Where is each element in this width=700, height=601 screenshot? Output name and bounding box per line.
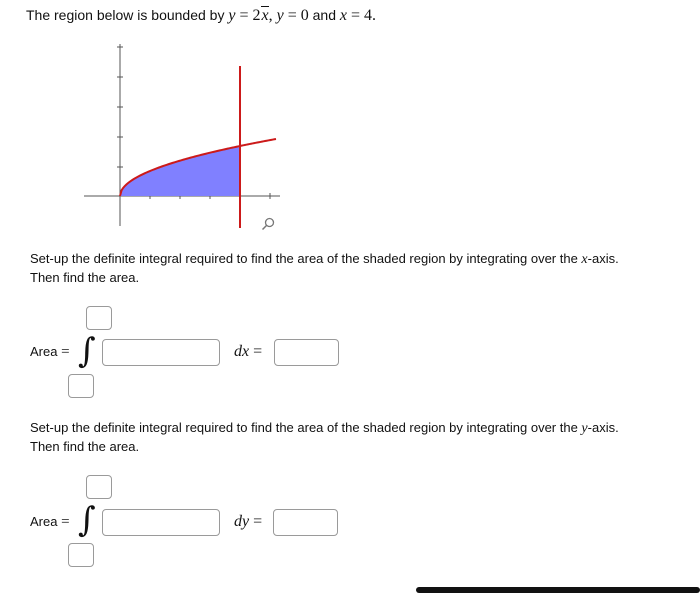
integrand-input-y[interactable] (102, 509, 220, 536)
intro-and: and (308, 7, 340, 23)
integral-sign-y: ∫ (78, 500, 96, 540)
horizontal-scrollbar[interactable] (416, 587, 700, 593)
problem-statement (26, 6, 376, 25)
differential-dy (234, 513, 262, 531)
eq1-mid: = 2 (235, 7, 261, 24)
shaded-region (120, 146, 240, 196)
prompt-x-line2: Then find the area. (30, 270, 140, 285)
prompt-x-axis (30, 250, 695, 287)
area-text-y: Area (30, 514, 58, 529)
dx-eq: = (249, 343, 263, 360)
magnifier-icon[interactable] (261, 217, 275, 231)
prompt-y-text: Set-up the definite integral required to find the area of the shaded region by integrating over the (30, 420, 582, 435)
integral-sign-x: ∫ (78, 331, 96, 371)
prompt-y-axis (30, 419, 695, 456)
prompt-x-after: -axis. (587, 251, 619, 266)
dy-text: dy (234, 513, 250, 530)
lower-limit-input-x[interactable] (68, 374, 94, 398)
prompt-x-var: x (581, 252, 588, 267)
eq3-var: x (339, 7, 347, 24)
prompt-y-line2: Then find the area. (30, 439, 140, 454)
area-text-x: Area (30, 344, 58, 359)
area-eq-x: = (61, 344, 70, 360)
dx-text: dx (234, 343, 250, 360)
eq2-var: y (276, 7, 284, 24)
lower-limit-input-y[interactable] (68, 543, 94, 567)
eq2-rest: = 0 (283, 7, 309, 24)
area-result-input-y[interactable] (273, 509, 338, 536)
intro-prefix: The region below is bounded by (26, 7, 229, 23)
sqrt-radical (261, 6, 269, 24)
region-graph (80, 36, 280, 236)
dy-eq: = (249, 513, 263, 530)
sep1: , (268, 7, 277, 24)
eq3-rest: = 4. (347, 7, 377, 24)
prompt-y-var: y (581, 421, 588, 436)
area-label-y (30, 514, 70, 530)
area-label-x (30, 344, 70, 360)
area-result-input-x[interactable] (274, 339, 339, 366)
area-eq-y: = (61, 514, 70, 530)
prompt-y-after: -axis. (587, 420, 619, 435)
eq1-lhs: y (228, 7, 236, 24)
upper-limit-input-y[interactable] (86, 475, 112, 499)
eq1-radicand: x (261, 7, 269, 24)
prompt-x-text: Set-up the definite integral required to find the area of the shaded region by integrating over the (30, 251, 582, 266)
upper-limit-input-x[interactable] (86, 306, 112, 330)
integrand-input-x[interactable] (102, 339, 220, 366)
differential-dx (234, 343, 262, 361)
